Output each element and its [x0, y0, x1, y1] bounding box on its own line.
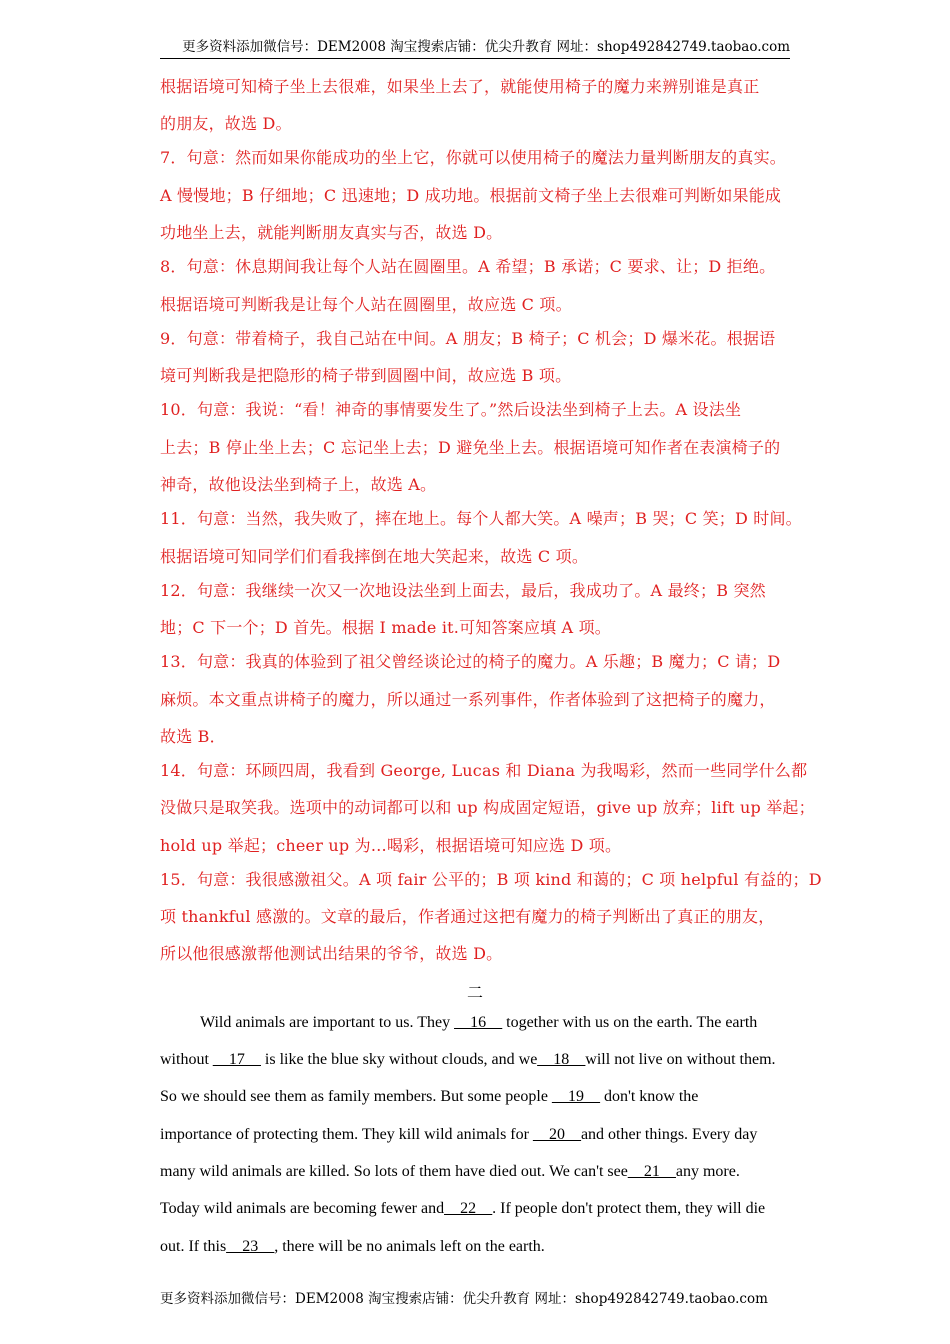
explanation-line: 麻烦。本文重点讲椅子的魔力，所以通过一系列事件，作者体验到了这把椅子的魔力，	[160, 690, 776, 709]
passage-text: is like the blue sky without clouds, and we	[260, 1051, 538, 1068]
explanation-line: 根据语境可判断我是让每个人站在圆圈里，故应选 C 项。	[160, 295, 572, 314]
passage-text: Today wild animals are becoming fewer and	[160, 1200, 445, 1217]
blank-23: __23__	[226, 1238, 275, 1255]
passage-text: importance of protecting them. They kill wild animals for	[160, 1126, 533, 1143]
passage-line	[160, 1162, 740, 1182]
explanation-line: 10．句意：我说：“看！神奇的事情要发生了。”然后设法坐到椅子上去。A 设法坐	[160, 400, 742, 419]
explanation-line: 故选 B．	[160, 727, 226, 746]
blank-22: __22__	[444, 1200, 493, 1217]
blank-21: __21__	[627, 1163, 676, 1180]
explanation-line: 根据语境可知同学们们看我摔倒在地大笑起来，故选 C 项。	[160, 547, 589, 566]
blank-19: __19__	[551, 1088, 600, 1105]
explanation-line: 功地坐上去，就能判断朋友真实与否，故选 D。	[160, 223, 503, 242]
explanation-line: A 慢慢地；B 仔细地；C 迅速地；D 成功地。根据前文椅子坐上去很难可判断如果能成	[160, 186, 782, 205]
explanation-line: 14．句意：环顾四周，我看到 George, Lucas 和 Diana 为我喝彩，然而一些同学什么都	[160, 761, 808, 780]
explanation-line: 根据语境可知椅子坐上去很难，如果坐上去了，就能使用椅子的魔力来辨别谁是真正	[160, 77, 760, 96]
explanation-line: 境可判断我是把隐形的椅子带到圆圈中间，故应选 B 项。	[160, 366, 572, 385]
explanation-line: 13．句意：我真的体验到了祖父曾经谈论过的椅子的魔力。A 乐趣；B 魔力；C 请；D	[160, 652, 781, 671]
passage-text: out. If this	[160, 1238, 227, 1255]
blank-20: __20__	[532, 1126, 581, 1143]
passage-text: and other things. Every day	[580, 1126, 758, 1143]
passage-text: any more.	[675, 1163, 740, 1180]
explanation-line: 9．句意：带着椅子，我自己站在中间。A 朋友；B 椅子；C 机会；D 爆米花。根据语	[160, 329, 776, 348]
passage-line	[200, 1013, 757, 1033]
explanation-line: hold up 举起；cheer up 为…喝彩，根据语境可知应选 D 项。	[160, 836, 622, 855]
page-header: 更多资料添加微信号：DEM2008 淘宝搜索店铺：优尖升教育 网址：shop492842749.taobao.com	[160, 38, 790, 59]
explanation-line: 神奇，故他设法坐到椅子上，故选 A。	[160, 475, 437, 494]
page-footer: 更多资料添加微信号：DEM2008 淘宝搜索店铺：优尖升教育 网址：shop492842749.taobao.com	[160, 1291, 768, 1307]
explanation-line: 上去；B 停止坐上去；C 忘记坐上去；D 避免坐上去。根据语境可知作者在表演椅子的	[160, 438, 781, 457]
passage-line	[160, 1050, 776, 1070]
section-title: 二	[466, 983, 483, 1002]
passage-text: Wild animals are important to us. They	[200, 1014, 455, 1031]
passage-text: don't know the	[599, 1088, 699, 1105]
explanation-line: 项 thankful 感激的。文章的最后，作者通过这把有魔力的椅子判断出了真正的朋友，	[160, 907, 775, 926]
passage-line	[160, 1199, 765, 1219]
explanation-line: 15．句意：我很感激祖父。A 项 fair 公平的；B 项 kind 和蔼的；C 项 helpful 有益的；D	[160, 870, 822, 889]
passage-line	[160, 1087, 698, 1107]
passage-text: many wild animals are killed. So lots of them have died out. We can't see	[160, 1163, 628, 1180]
passage-text: without	[160, 1051, 213, 1068]
explanation-line: 所以他很感激帮他测试出结果的爷爷，故选 D。	[160, 944, 503, 963]
passage-text: , there will be no animals left on the earth.	[274, 1238, 545, 1255]
passage-text: So we should see them as family members. But some people	[160, 1088, 552, 1105]
blank-18: __18__	[537, 1051, 586, 1068]
explanation-line: 的朋友，故选 D。	[160, 114, 292, 133]
passage-text: will not live on without them.	[585, 1051, 776, 1068]
blank-16: __16__	[454, 1014, 503, 1031]
passage-text: together with us on the earth. The earth	[502, 1014, 758, 1031]
explanation-line: 8．句意：休息期间我让每个人站在圆圈里。A 希望；B 承诺；C 要求、让；D 拒绝。	[160, 257, 776, 276]
passage-line	[160, 1237, 545, 1257]
passage-line	[160, 1125, 757, 1145]
explanation-line: 7．句意：然而如果你能成功的坐上它，你就可以使用椅子的魔法力量判断朋友的真实。	[160, 148, 786, 167]
blank-17: __17__	[212, 1051, 261, 1068]
explanation-line: 12．句意：我继续一次又一次地设法坐到上面去，最后，我成功了。A 最终；B 突然	[160, 581, 766, 600]
explanation-line: 11．句意：当然，我失败了，摔在地上。每个人都大笑。A 噪声；B 哭；C 笑；D 时间。	[160, 509, 802, 528]
explanation-line: 地；C 下一个；D 首先。根据 I made it.可知答案应填 A 项。	[160, 618, 612, 637]
passage-text: . If people don't protect them, they will die	[492, 1200, 766, 1217]
explanation-line: 没做只是取笑我。选项中的动词都可以和 up 构成固定短语，give up 放弃；lift up 举起；	[160, 798, 815, 817]
